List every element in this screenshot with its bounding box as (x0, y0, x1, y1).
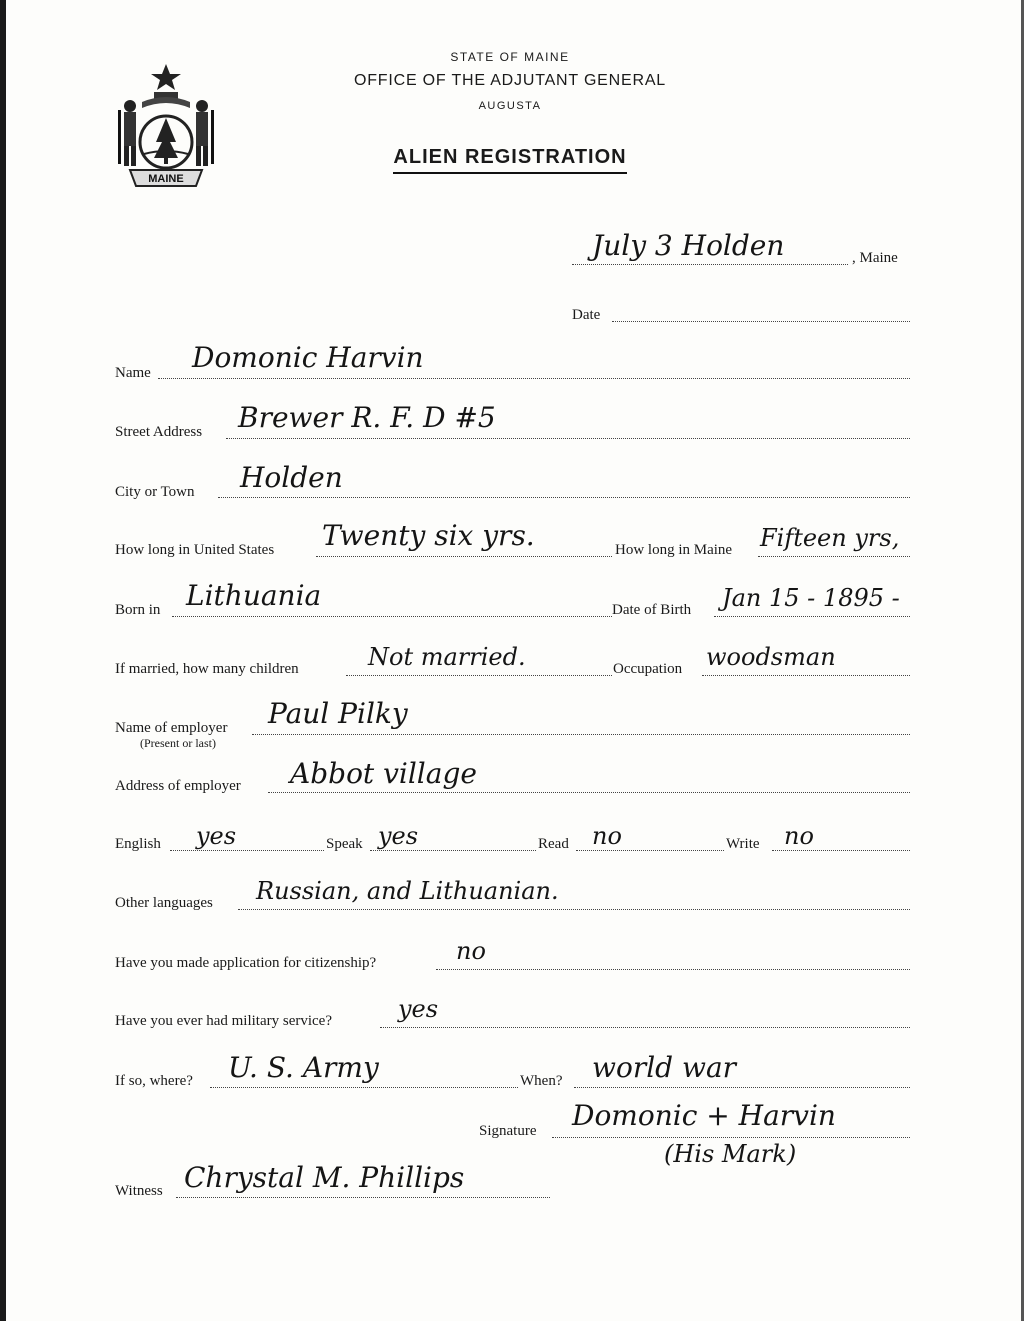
employer-note-label: (Present or last) (140, 736, 216, 750)
military-when-label: When? (520, 1073, 563, 1089)
born-in-value: Lithuania (186, 579, 322, 612)
signature-line (552, 1137, 910, 1138)
employer-name-label: Name of employer (115, 720, 228, 736)
seal-text: MAINE (148, 173, 184, 185)
speak-value: yes (378, 822, 419, 850)
military-label: Have you ever had military service? (115, 1013, 332, 1029)
born-in-line (172, 616, 612, 617)
name-value: Domonic Harvin (192, 341, 424, 374)
signature-mark-value: (His Mark) (664, 1140, 797, 1168)
employer-name-value: Paul Pilky (268, 697, 408, 730)
witness-line (176, 1197, 550, 1198)
date-of-birth-value: Jan 15 - 1895 - (722, 584, 900, 612)
date-place-value: July 3 Holden (592, 229, 785, 262)
married-children-label: If married, how many children (115, 661, 299, 677)
date-place-line (572, 264, 848, 265)
occupation-label: Occupation (613, 661, 683, 677)
occupation-value: woodsman (706, 643, 836, 671)
employer-address-line (268, 792, 910, 793)
citizenship-line (436, 969, 910, 970)
write-label: Write (726, 836, 760, 852)
maine-state-seal-icon (112, 62, 220, 192)
citizenship-label: Have you made application for citizenship? (115, 955, 377, 971)
military-value: yes (398, 995, 439, 1023)
read-label: Read (538, 836, 569, 852)
citizenship-value: no (456, 937, 486, 965)
write-line (772, 850, 910, 851)
maine-suffix-label: , Maine (852, 250, 898, 266)
how-long-us-value: Twenty six yrs. (322, 519, 535, 552)
married-children-line (346, 675, 612, 676)
read-line (576, 850, 724, 851)
street-address-line (226, 438, 910, 439)
other-languages-label: Other languages (115, 895, 213, 911)
read-value: no (592, 822, 622, 850)
city-value: Holden (240, 461, 343, 494)
employer-address-value: Abbot village (290, 757, 477, 790)
military-line (380, 1027, 910, 1028)
witness-value: Chrystal M. Phillips (184, 1161, 465, 1194)
english-value: yes (196, 822, 237, 850)
signature-label: Signature (479, 1123, 537, 1139)
form-title: ALIEN REGISTRATION (300, 146, 720, 169)
date-of-birth-label: Date of Birth (612, 602, 692, 618)
header-office: OFFICE OF THE ADJUTANT GENERAL (353, 72, 667, 89)
witness-label: Witness (115, 1183, 163, 1199)
speak-label: Speak (326, 836, 363, 852)
military-where-label: If so, where? (115, 1073, 193, 1089)
english-label: English (115, 836, 161, 852)
born-in-label: Born in (115, 602, 161, 618)
how-long-maine-value: Fifteen yrs, (760, 524, 900, 552)
military-when-line (574, 1087, 910, 1088)
speak-line (370, 850, 536, 851)
how-long-maine-label: How long in Maine (615, 542, 733, 558)
header-city: AUGUSTA (478, 100, 542, 112)
military-where-value: U. S. Army (228, 1051, 379, 1084)
date-of-birth-line (714, 616, 910, 617)
street-address-label: Street Address (115, 424, 203, 440)
how-long-maine-line (758, 556, 910, 557)
city-line (218, 497, 910, 498)
how-long-us-label: How long in United States (115, 542, 275, 558)
english-line (170, 850, 324, 851)
other-languages-value: Russian, and Lithuanian. (256, 877, 559, 905)
how-long-us-line (316, 556, 612, 557)
employer-name-line (252, 734, 910, 735)
city-label: City or Town (115, 484, 195, 500)
name-line (158, 378, 910, 379)
employer-address-label: Address of employer (115, 778, 241, 794)
street-address-value: Brewer R. F. D #5 (238, 401, 496, 434)
occupation-line (702, 675, 910, 676)
write-value: no (784, 822, 814, 850)
married-children-value: Not married. (368, 643, 526, 671)
military-when-value: world war (592, 1051, 737, 1084)
date-line (612, 321, 910, 322)
military-where-line (210, 1087, 518, 1088)
signature-value: Domonic + Harvin (572, 1099, 836, 1132)
other-languages-line (238, 909, 910, 910)
name-label: Name (115, 365, 151, 381)
header-state: STATE OF MAINE (450, 50, 570, 64)
date-label: Date (572, 307, 601, 323)
